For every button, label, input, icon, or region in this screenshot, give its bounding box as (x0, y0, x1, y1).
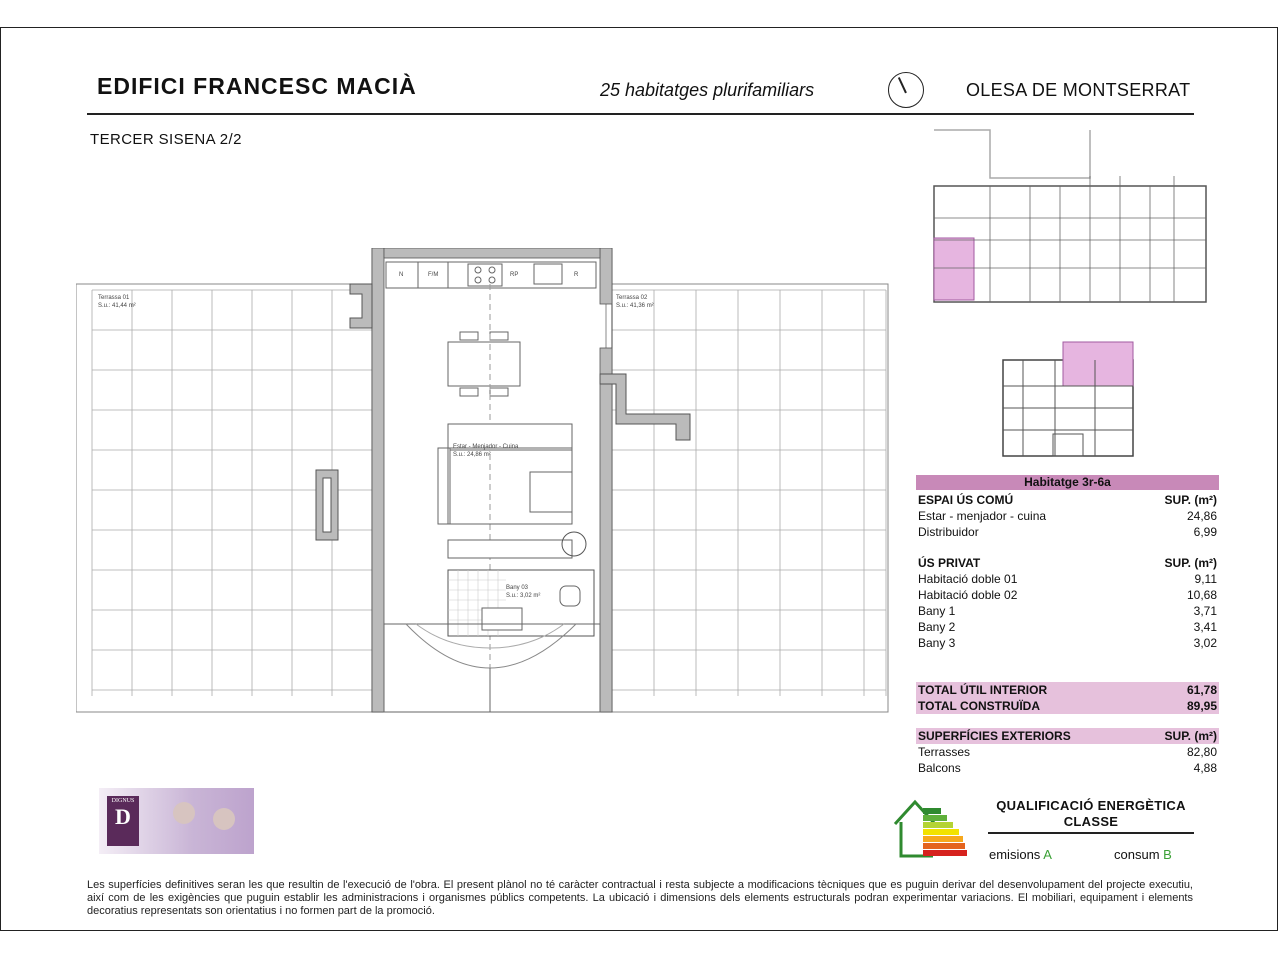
emissions-label: emisions (989, 847, 1041, 862)
kitchen-fridge-label: N (399, 272, 404, 278)
terrace-2-name: Terrassa 02 (616, 295, 648, 301)
table-row (916, 524, 1219, 540)
unit-header: Habitatge 3r-6a (916, 475, 1219, 490)
terrace-2-outline (606, 284, 888, 712)
exterior-header-row (916, 728, 1219, 744)
consumption-rating (1114, 847, 1172, 862)
energy-title-line2: CLASSE (1063, 814, 1119, 829)
energy-rating-title (988, 798, 1194, 830)
energy-divider (988, 832, 1194, 834)
logo-figure-icon (173, 802, 195, 824)
north-arrow-icon (888, 72, 924, 108)
row-label: Estar - menjador - cuina (918, 509, 1047, 523)
row-label: Habitació doble 02 (918, 588, 1018, 602)
row-value: 9,11 (1194, 572, 1217, 586)
table-row (916, 744, 1219, 760)
total-interior-row (916, 682, 1219, 698)
row-label: Bany 3 (918, 636, 956, 650)
logo-letter: D (115, 804, 131, 829)
table-row (916, 635, 1219, 651)
kitchen-r-label: R (574, 272, 579, 278)
row-value: 10,68 (1186, 588, 1217, 602)
logo-figure-icon (213, 808, 235, 830)
table-row (916, 508, 1219, 524)
row-value: 6,99 (1193, 525, 1217, 539)
row-value: 3,41 (1193, 620, 1217, 634)
row-value: 61,78 (1186, 683, 1217, 697)
row-label: Bany 1 (918, 604, 956, 618)
unit-name: TERCER SISENA 2/2 (90, 131, 242, 148)
bath-3-name: Bany 03 (506, 585, 529, 591)
header-divider (87, 113, 1194, 115)
floor-plan-drawing (76, 248, 896, 718)
logo-brand: DIGNUS (111, 798, 135, 804)
building-title: EDIFICI FRANCESC MACIÀ (97, 73, 417, 99)
row-label: Distribuidor (918, 525, 979, 539)
terrace-1-name: Terrassa 01 (98, 295, 130, 301)
private-title: ÚS PRIVAT (918, 556, 981, 570)
bath-3-area: S.u.: 3,02 m² (506, 593, 541, 599)
total-built-row (916, 698, 1219, 714)
row-value: 4,88 (1193, 761, 1217, 775)
row-label: Balcons (918, 761, 961, 775)
exterior-unit: SUP. (m²) (1164, 729, 1217, 743)
common-title: ESPAI ÚS COMÚ (918, 493, 1014, 507)
emissions-rating (989, 847, 1052, 862)
row-value: 3,02 (1193, 636, 1217, 650)
living-room-name: Estar - Menjador - Cuina (453, 444, 519, 450)
table-row (916, 619, 1219, 635)
building-key-plan (930, 128, 1220, 318)
building-section (995, 330, 1145, 465)
exterior-title: SUPERFÍCIES EXTERIORS (918, 729, 1071, 743)
row-label: TOTAL ÚTIL INTERIOR (918, 683, 1048, 697)
private-header-row (916, 555, 1219, 571)
table-row (916, 603, 1219, 619)
row-label: Habitació doble 01 (918, 572, 1018, 586)
energy-house-icon (893, 798, 967, 860)
row-label: Bany 2 (918, 620, 956, 634)
terrace-1-area: S.u.: 41,44 m² (98, 303, 136, 309)
terrace-2-area: S.u.: 41,36 m² (616, 303, 654, 309)
kitchen-rp-label: RP (510, 272, 519, 278)
consumption-label: consum (1114, 847, 1160, 862)
private-unit: SUP. (m²) (1164, 556, 1217, 570)
common-unit: SUP. (m²) (1164, 493, 1217, 507)
table-row (916, 587, 1219, 603)
row-label: TOTAL CONSTRUÏDA (918, 699, 1040, 713)
building-subtitle: 25 habitatges plurifamiliars (600, 80, 815, 100)
energy-title-line1: QUALIFICACIÓ ENERGÈTICA (996, 798, 1186, 813)
row-value: 3,71 (1193, 604, 1217, 618)
common-header-row (916, 492, 1219, 508)
logo-badge (107, 796, 139, 846)
row-label: Terrasses (918, 745, 971, 759)
disclaimer-text: Les superfícies definitives seran les que resultin de l'execució de l'obra. El present plànol no té caràcter contractual i resta subjecte a modificacions tècniques que es puguin derivar del desenvolupament del projecte executiu, així com de les exigències que puguin establir les administracions i organismes públics competents. La ubicació i dimensions dels elements estructurals podran experimentar variacions. El mobiliari, equipament i elements decoratius representats son orientatius i no formen part de la promoció. (87, 879, 1193, 917)
emissions-grade: A (1043, 847, 1052, 862)
row-value: 24,86 (1186, 509, 1217, 523)
floor-plan (76, 248, 896, 723)
row-value: 89,95 (1186, 699, 1217, 713)
living-room-area: S.u.: 24,86 m² (453, 452, 491, 458)
row-value: 82,80 (1186, 745, 1217, 759)
surface-table (916, 475, 1219, 776)
table-row (916, 760, 1219, 776)
table-row (916, 571, 1219, 587)
city-name: OLESA DE MONTSERRAT (966, 80, 1191, 100)
kitchen-oven-label: F/M (428, 272, 439, 278)
terrace-2-grid (612, 290, 886, 696)
dignus-logo (99, 788, 254, 854)
consumption-grade: B (1163, 847, 1172, 862)
